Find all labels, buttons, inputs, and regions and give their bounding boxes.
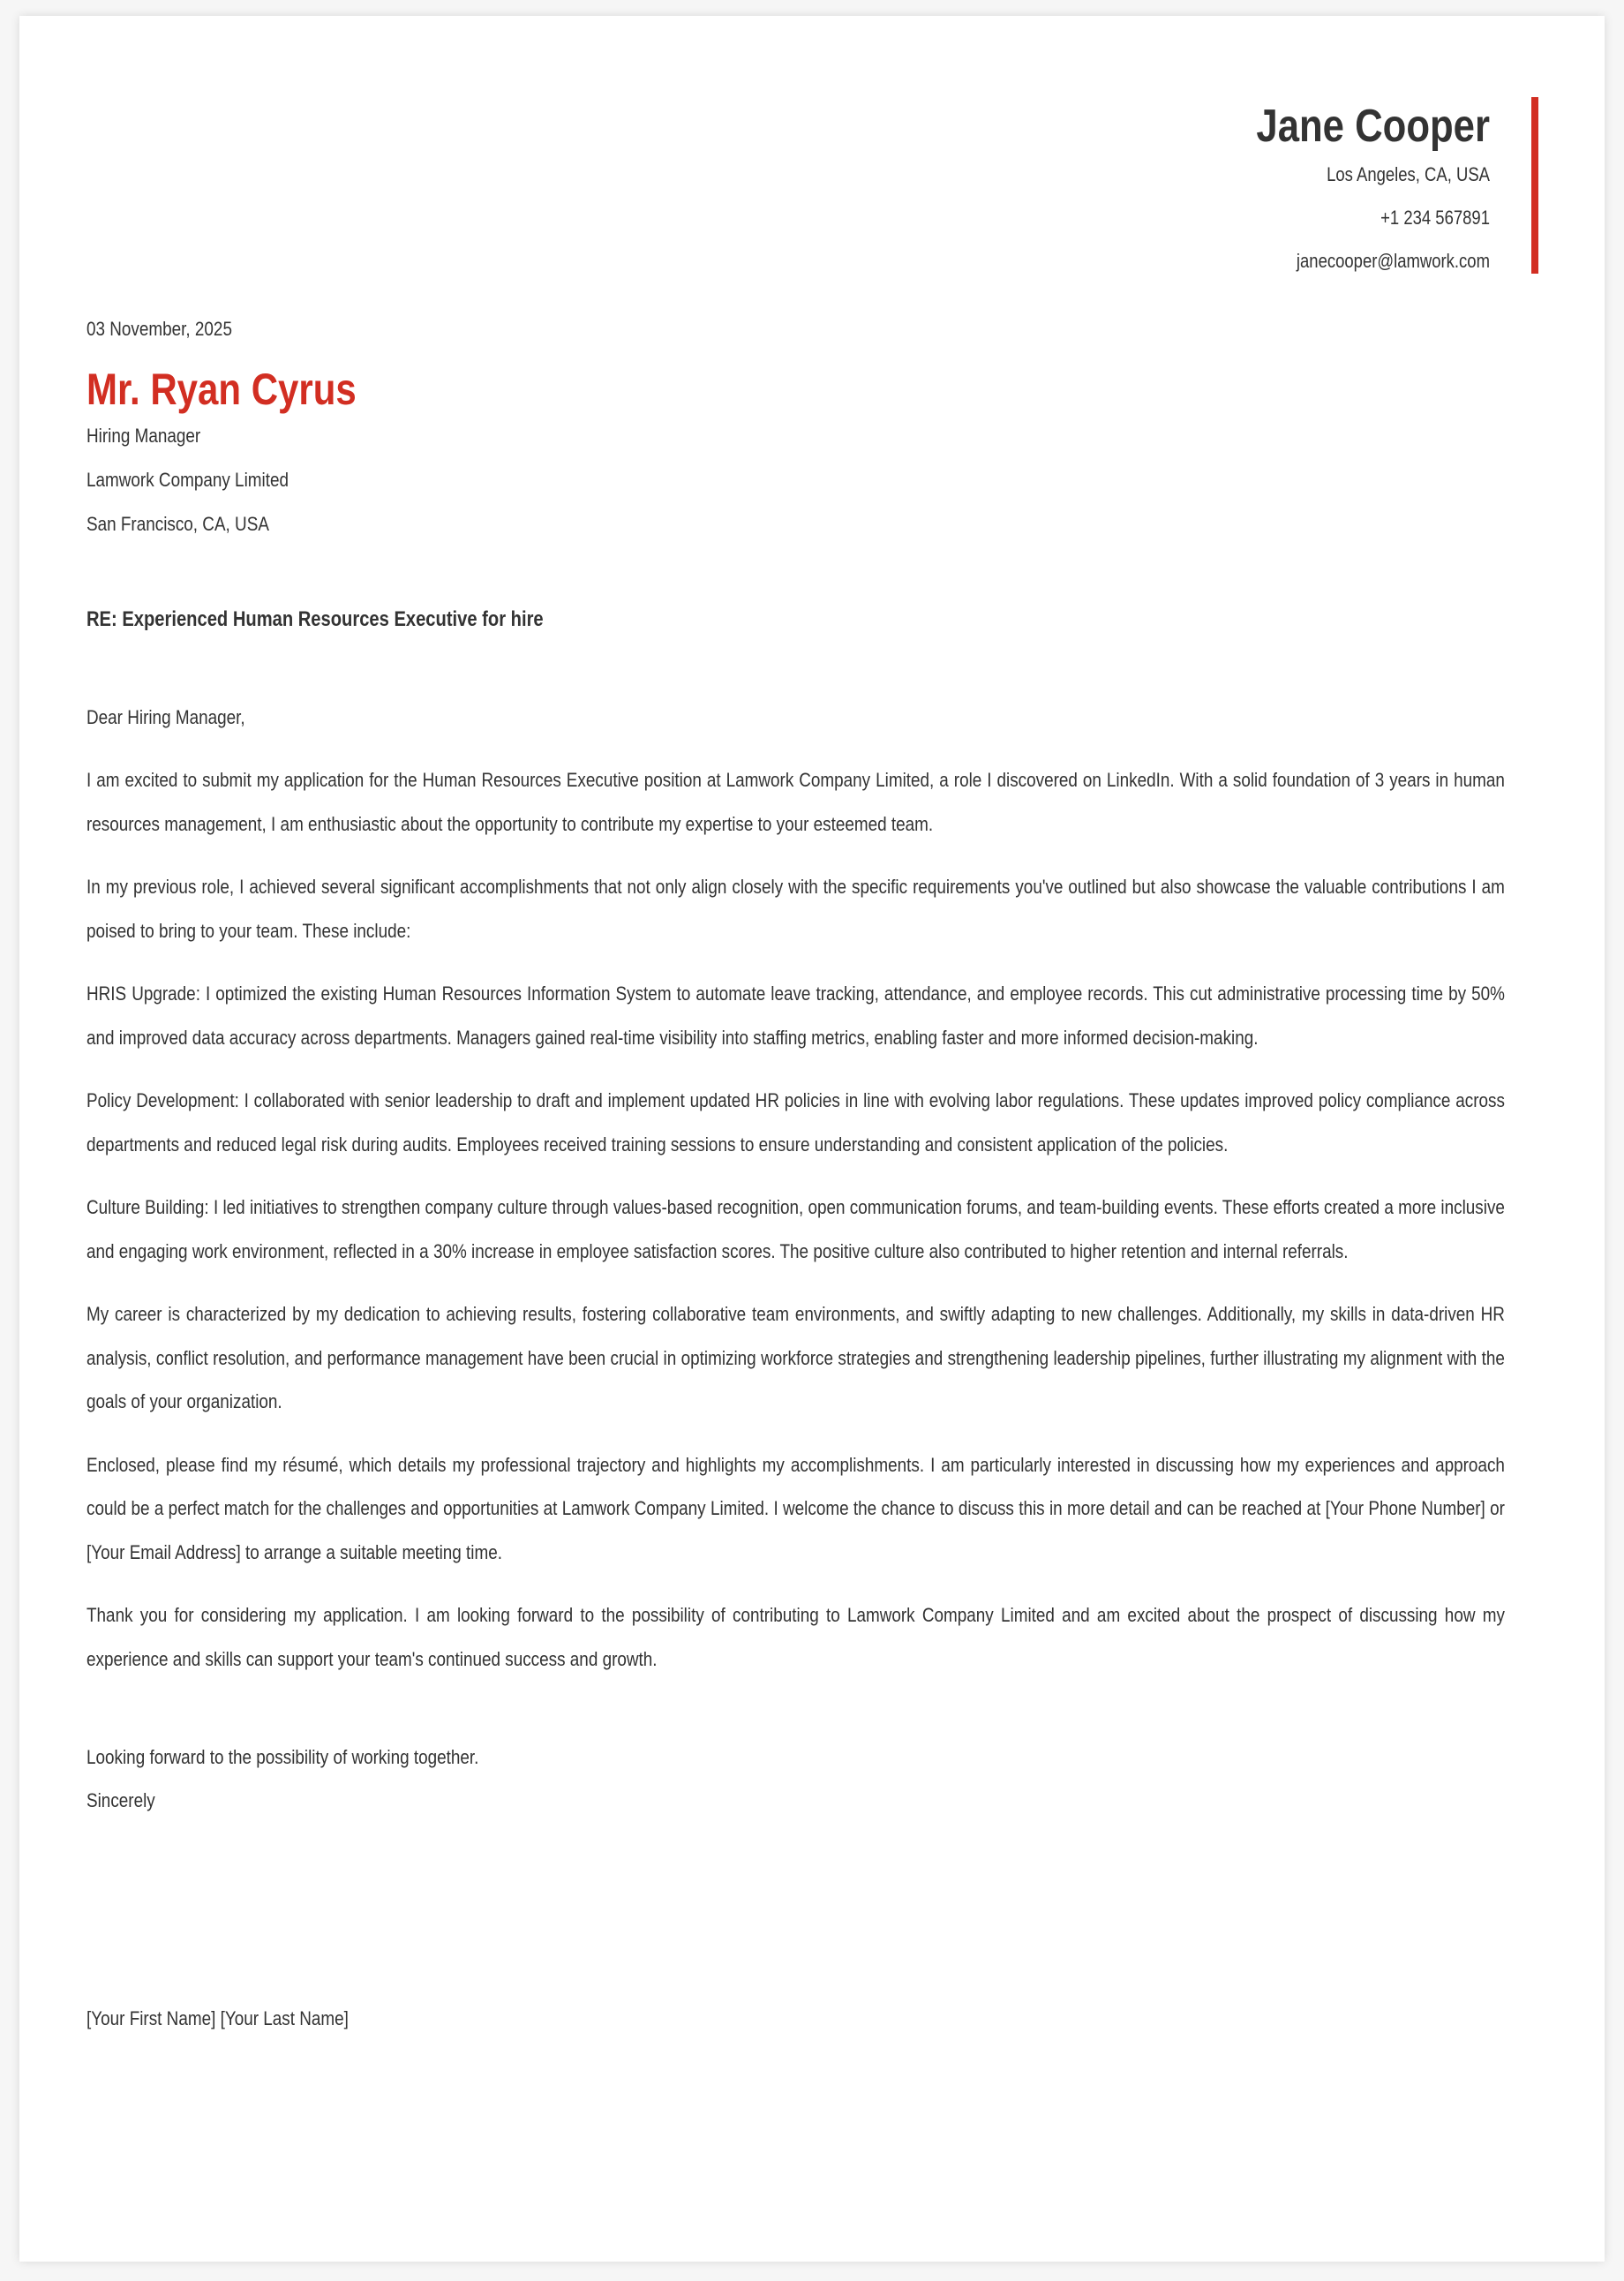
sender-location: Los Angeles, CA, USA <box>1327 163 1490 185</box>
closing-line: Looking forward to the possibility of working together. <box>86 1746 479 1768</box>
recipient-name: Mr. Ryan Cyrus <box>86 365 357 414</box>
paragraph: I am excited to submit my application for the Human Resources Executive position at Lamwork Company Limited, a role I discovered on LinkedIn. With a solid foundation of 3 years in human resources management, I am enthusiastic about the opportunity to contribute my expertise to your esteemed team. <box>86 769 1505 835</box>
accent-bar <box>1531 97 1538 274</box>
letter-body <box>86 307 1505 2040</box>
paragraph: My career is characterized by my dedication to achieving results, fostering collaborative team environments, and swiftly adapting to new challenges. Additionally, my skills in data-driven HR analysis, conflict resolution, and performance management have been crucial in optimizing workforce strategies and strengthening leadership pipelines, further illustrating my alignment with the goals of your organization. <box>86 1303 1505 1412</box>
sender-name: Jane Cooper <box>1256 101 1490 152</box>
recipient-title: Hiring Manager <box>86 425 201 447</box>
paragraph: HRIS Upgrade: I optimized the existing Human Resources Information System to automate leave tracking, attendance, and employee records. This cut administrative processing time by 50% and improved data accuracy across departments. Managers gained real-time visibility into staffing metrics, enabling faster and more informed decision-making. <box>86 982 1505 1049</box>
sender-email: janecooper@lamwork.com <box>1296 250 1490 272</box>
paragraph: Thank you for considering my application. I am looking forward to the possibility of contributing to Lamwork Company Limited and am excited about the prospect of discussing how my experience and skills can support your team's continued success and growth. <box>86 1604 1505 1670</box>
recipient-location: San Francisco, CA, USA <box>86 513 269 535</box>
signoff: Sincerely <box>86 1789 155 1811</box>
greeting: Dear Hiring Manager, <box>86 706 245 728</box>
signature-name: [Your First Name] [Your Last Name] <box>86 2007 349 2029</box>
letter-date: 03 November, 2025 <box>86 318 232 340</box>
letter-page <box>19 16 1605 2262</box>
paragraph: In my previous role, I achieved several significant accomplishments that not only align closely with the specific requirements you've outlined but also showcase the valuable contributions I am poised to bring to your team. These include: <box>86 876 1505 942</box>
paragraph: Culture Building: I led initiatives to strengthen company culture through values-based recognition, open communication forums, and team-building events. These efforts created a more inclusive and engaging work environment, reflected in a 30% increase in employee satisfaction scores. The positive culture also contributed to higher retention and internal referrals. <box>86 1196 1505 1262</box>
subject-line: RE: Experienced Human Resources Executive for hire <box>86 607 544 631</box>
paragraph: Enclosed, please find my résumé, which details my professional trajectory and highlights my accomplishments. I am particularly interested in discussing how my experiences and approach could be a perfect match for the challenges and opportunities at Lamwork Company Limited. I welcome the chance to discuss this in more detail and can be reached at [Your Phone Number] or [Your Email Address] to arrange a suitable meeting time. <box>86 1453 1505 1563</box>
paragraph: Policy Development: I collaborated with senior leadership to draft and implement updated HR policies in line with evolving labor regulations. These updates improved policy compliance across departments and reduced legal risk during audits. Employees received training sessions to ensure understanding and consistent application of the policies. <box>86 1089 1505 1156</box>
sender-header <box>1256 100 1490 282</box>
recipient-company: Lamwork Company Limited <box>86 469 289 491</box>
sender-phone: +1 234 567891 <box>1380 207 1490 229</box>
